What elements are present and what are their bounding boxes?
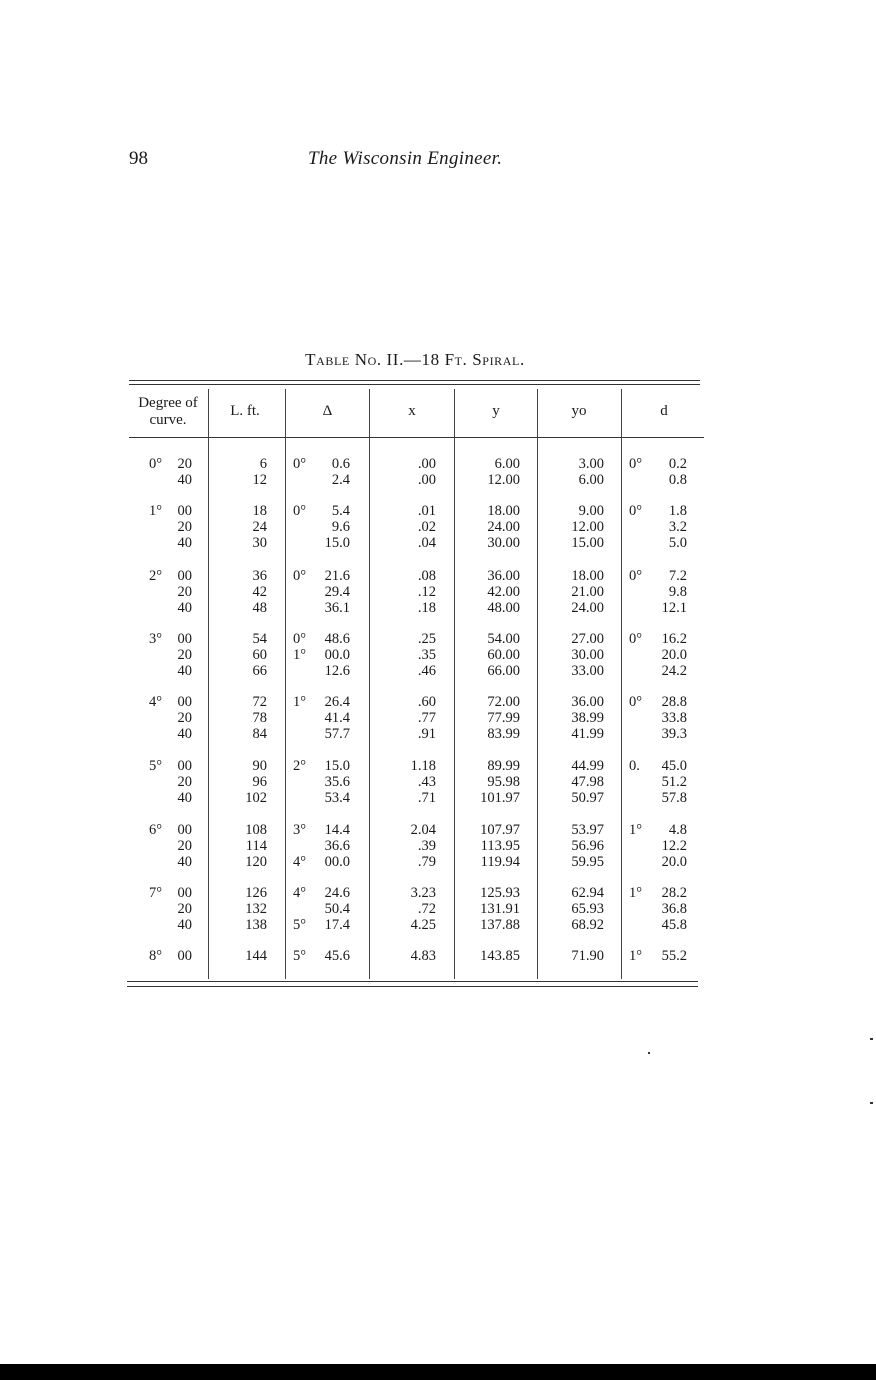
x-cell: .08 [417,568,436,584]
minutes-cell: 00 [177,694,192,710]
delta-minutes-cell: 17.4 [324,917,350,934]
col-divider [285,389,286,979]
header-x: x [408,403,416,419]
minutes-cell: 00 [177,568,192,584]
y-cell: 83.99 [487,726,520,743]
y-cell: 60.00 [487,647,520,664]
length-cell: 36 [252,568,267,584]
length-cell: 18 [252,503,267,519]
yo-cell: 65.93 [571,901,604,918]
delta-minutes-cell: 57.7 [324,726,350,743]
delta-minutes-cell: 2.4 [331,472,350,489]
x-cell: 4.83 [410,948,436,964]
d-minutes-cell: 39.3 [661,726,687,743]
x-cell: .77 [417,710,436,727]
x-cell: .00 [417,472,436,489]
x-cell: .00 [417,456,436,472]
degree-cell: 3° [148,631,162,647]
yo-cell: 6.00 [578,472,604,489]
delta-minutes-cell: 14.4 [324,822,350,838]
yo-cell: 30.00 [571,647,604,664]
delta-degree-cell: 1° [293,647,307,664]
scan-speck [870,1102,873,1104]
length-cell: 126 [245,885,267,901]
d-minutes-cell: 3.2 [668,519,687,536]
minutes-cell: 00 [177,885,192,901]
delta-degree-cell: 4° [293,854,307,871]
yo-cell: 27.00 [571,631,604,647]
yo-cell: 53.97 [571,822,604,838]
degree-cell: 1° [148,503,162,519]
d-degree-cell: 0° [629,694,643,710]
d-degree-cell: 1° [629,885,643,901]
minutes-cell: 40 [177,600,192,617]
y-cell: 66.00 [487,663,520,680]
x-cell: .39 [417,838,436,855]
y-cell: 77.99 [487,710,520,727]
x-cell: .18 [417,600,436,617]
d-minutes-cell: 4.8 [668,822,687,838]
x-cell: 1.18 [410,758,436,774]
yo-cell: 18.00 [571,568,604,584]
delta-minutes-cell: 00.0 [324,647,350,664]
page-number: 98 [129,148,148,169]
table-title-text: Table No. II.—18 Ft. Spiral. [305,350,525,369]
header-length: L. ft. [230,403,260,419]
d-minutes-cell: 0.2 [668,456,687,472]
delta-minutes-cell: 45.6 [324,948,350,964]
yo-cell: 71.90 [571,948,604,964]
delta-minutes-cell: 50.4 [324,901,350,918]
d-minutes-cell: 24.2 [661,663,687,680]
length-cell: 96 [252,774,267,791]
y-cell: 143.85 [480,948,520,964]
d-minutes-cell: 16.2 [661,631,687,647]
x-cell: .71 [417,790,436,807]
delta-minutes-cell: 21.6 [324,568,350,584]
delta-degree-cell: 0° [293,631,307,647]
x-cell: .12 [417,584,436,601]
length-cell: 114 [245,838,267,855]
y-cell: 30.00 [487,535,520,552]
delta-minutes-cell: 36.1 [324,600,350,617]
d-minutes-cell: 55.2 [661,948,687,964]
yo-cell: 24.00 [571,600,604,617]
d-degree-cell: 0° [629,631,643,647]
delta-minutes-cell: 9.6 [331,519,350,536]
length-cell: 132 [245,901,267,918]
minutes-cell: 00 [177,758,192,774]
delta-minutes-cell: 35.6 [324,774,350,791]
minutes-cell: 20 [177,838,192,855]
delta-degree-cell: 4° [293,885,307,901]
d-minutes-cell: 20.0 [661,647,687,664]
yo-cell: 41.99 [571,726,604,743]
yo-cell: 50.97 [571,790,604,807]
length-cell: 120 [245,854,267,871]
x-cell: .46 [417,663,436,680]
x-cell: .25 [417,631,436,647]
table-title [0,350,830,370]
d-degree-cell: 0° [629,503,643,519]
length-cell: 24 [252,519,267,536]
col-divider [454,389,455,979]
y-cell: 72.00 [487,694,520,710]
delta-degree-cell: 0° [293,503,307,519]
delta-minutes-cell: 48.6 [324,631,350,647]
yo-cell: 33.00 [571,663,604,680]
delta-degree-cell: 3° [293,822,307,838]
scan-speck [870,1038,873,1040]
degree-cell: 4° [148,694,162,710]
delta-minutes-cell: 0.6 [331,456,350,472]
degree-cell: 2° [148,568,162,584]
minutes-cell: 00 [177,503,192,519]
delta-minutes-cell: 26.4 [324,694,350,710]
delta-minutes-cell: 29.4 [324,584,350,601]
d-minutes-cell: 45.8 [661,917,687,934]
d-degree-cell: 0° [629,456,643,472]
yo-cell: 38.99 [571,710,604,727]
bottom-rule-2 [127,986,698,987]
d-minutes-cell: 57.8 [661,790,687,807]
length-cell: 144 [245,948,267,964]
minutes-cell: 00 [177,631,192,647]
running-head: The Wisconsin Engineer. [308,148,503,169]
yo-cell: 56.96 [571,838,604,855]
minutes-cell: 20 [177,456,192,472]
y-cell: 125.93 [480,885,520,901]
delta-minutes-cell: 24.6 [324,885,350,901]
length-cell: 102 [245,790,267,807]
yo-cell: 59.95 [571,854,604,871]
minutes-cell: 20 [177,519,192,536]
length-cell: 66 [252,663,267,680]
length-cell: 12 [252,472,267,489]
d-minutes-cell: 36.8 [661,901,687,918]
x-cell: .72 [417,901,436,918]
delta-degree-cell: 0° [293,456,307,472]
delta-minutes-cell: 53.4 [324,790,350,807]
minutes-cell: 40 [177,854,192,871]
length-cell: 60 [252,647,267,664]
y-cell: 36.00 [487,568,520,584]
length-cell: 48 [252,600,267,617]
col-divider [621,389,622,979]
minutes-cell: 40 [177,790,192,807]
delta-minutes-cell: 15.0 [324,758,350,774]
delta-degree-cell: 2° [293,758,307,774]
y-cell: 42.00 [487,584,520,601]
delta-degree-cell: 5° [293,917,307,934]
header-d: d [660,403,668,419]
x-cell: .79 [417,854,436,871]
length-cell: 30 [252,535,267,552]
yo-cell: 15.00 [571,535,604,552]
header-yo: yo [571,403,587,419]
d-minutes-cell: 5.0 [668,535,687,552]
degree-cell: 8° [148,948,162,964]
delta-minutes-cell: 41.4 [324,710,350,727]
d-minutes-cell: 51.2 [661,774,687,791]
delta-degree-cell: 1° [293,694,307,710]
length-cell: 6 [259,456,267,472]
minutes-cell: 00 [177,822,192,838]
yo-cell: 44.99 [571,758,604,774]
length-cell: 108 [245,822,267,838]
delta-minutes-cell: 12.6 [324,663,350,680]
minutes-cell: 20 [177,774,192,791]
col-divider [537,389,538,979]
delta-degree-cell: 5° [293,948,307,964]
delta-minutes-cell: 00.0 [324,854,350,871]
d-degree-cell: 0° [629,568,643,584]
y-cell: 107.97 [480,822,520,838]
x-cell: .02 [417,519,436,536]
col-divider [208,389,209,979]
y-cell: 95.98 [487,774,520,791]
yo-cell: 62.94 [571,885,604,901]
delta-minutes-cell: 15.0 [324,535,350,552]
yo-cell: 47.98 [571,774,604,791]
d-minutes-cell: 9.8 [668,584,687,601]
y-cell: 12.00 [487,472,520,489]
header-degree: Degree of curve. [138,395,198,428]
degree-cell: 7° [148,885,162,901]
header-delta: Δ [322,403,333,419]
length-cell: 54 [252,631,267,647]
bottom-rule-1 [127,981,698,982]
yo-cell: 36.00 [571,694,604,710]
d-minutes-cell: 33.8 [661,710,687,727]
d-degree-cell: 1° [629,948,643,964]
delta-minutes-cell: 36.6 [324,838,350,855]
yo-cell: 9.00 [578,503,604,519]
y-cell: 131.91 [480,901,520,918]
y-cell: 24.00 [487,519,520,536]
d-minutes-cell: 12.1 [661,600,687,617]
length-cell: 42 [252,584,267,601]
scan-edge-bar [0,1364,876,1380]
minutes-cell: 40 [177,726,192,743]
d-minutes-cell: 20.0 [661,854,687,871]
d-minutes-cell: 0.8 [668,472,687,489]
yo-cell: 12.00 [571,519,604,536]
x-cell: .35 [417,647,436,664]
header-y: y [492,403,500,419]
x-cell: .04 [417,535,436,552]
x-cell: 4.25 [410,917,436,934]
x-cell: .60 [417,694,436,710]
delta-degree-cell: 0° [293,568,307,584]
y-cell: 137.88 [480,917,520,934]
delta-minutes-cell: 5.4 [331,503,350,519]
d-degree-cell: 0. [629,758,640,774]
minutes-cell: 40 [177,472,192,489]
minutes-cell: 40 [177,663,192,680]
length-cell: 72 [252,694,267,710]
degree-cell: 6° [148,822,162,838]
length-cell: 84 [252,726,267,743]
y-cell: 119.94 [480,854,520,871]
minutes-cell: 20 [177,901,192,918]
minutes-cell: 20 [177,647,192,664]
y-cell: 101.97 [480,790,520,807]
d-degree-cell: 1° [629,822,643,838]
header-rule [129,437,704,438]
minutes-cell: 00 [177,948,192,964]
d-minutes-cell: 7.2 [668,568,687,584]
y-cell: 48.00 [487,600,520,617]
degree-cell: 0° [148,456,162,472]
top-rule-1 [129,380,700,381]
col-divider [369,389,370,979]
yo-cell: 21.00 [571,584,604,601]
minutes-cell: 40 [177,917,192,934]
x-cell: 2.04 [410,822,436,838]
minutes-cell: 40 [177,535,192,552]
y-cell: 113.95 [480,838,520,855]
top-rule-2 [129,384,700,385]
y-cell: 18.00 [487,503,520,519]
d-minutes-cell: 1.8 [668,503,687,519]
yo-cell: 3.00 [578,456,604,472]
x-cell: .01 [417,503,436,519]
yo-cell: 68.92 [571,917,604,934]
length-cell: 78 [252,710,267,727]
d-minutes-cell: 28.8 [661,694,687,710]
length-cell: 138 [245,917,267,934]
length-cell: 90 [252,758,267,774]
d-minutes-cell: 12.2 [661,838,687,855]
y-cell: 6.00 [494,456,520,472]
scan-speck [648,1052,650,1054]
x-cell: .43 [417,774,436,791]
x-cell: .91 [417,726,436,743]
minutes-cell: 20 [177,584,192,601]
d-minutes-cell: 28.2 [661,885,687,901]
minutes-cell: 20 [177,710,192,727]
degree-cell: 5° [148,758,162,774]
x-cell: 3.23 [410,885,436,901]
y-cell: 89.99 [487,758,520,774]
y-cell: 54.00 [487,631,520,647]
d-minutes-cell: 45.0 [661,758,687,774]
